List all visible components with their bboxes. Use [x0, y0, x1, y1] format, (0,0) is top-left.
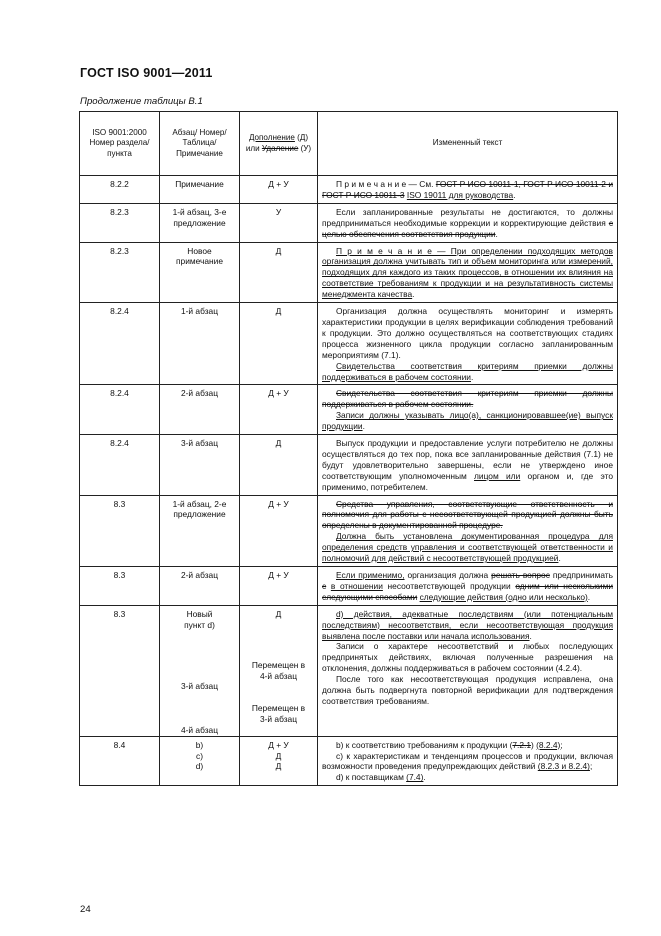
- clause-cell: 8.2.4: [80, 435, 160, 496]
- clause-cell: 8.3: [80, 495, 160, 566]
- changed-text-cell: Если запланированные результаты не достигаются, то должны предприниматься необходимые коррекции и корректирующие действия с целью обеспечения соответствия продукции.: [318, 203, 618, 242]
- changed-text-cell: b) к соответствию требованиям к продукции (7.2.1) (8.2.4); c) к характеристикам и тенденциям процессов и продукции, включая возможности проведения предупреждающих действий (8.2.3 и 8.2.4); d) к поставщикам (7.4).: [318, 736, 618, 786]
- table-row: [80, 242, 618, 303]
- changed-text-cell: Средства управления, соответствующие ответственность и полномочия для работы с несоответствующей продукцией должны быть определены в документированной процедуре. Должна быть установлена документированная процедура для определения средств управления и соответствующей ответственности и полномочий для действий с несоответствующей продукцией.: [318, 495, 618, 566]
- col-header-changed-text: Измененный текст: [318, 112, 618, 176]
- change-type-cell: Д + У: [240, 567, 318, 606]
- table-row: [80, 203, 618, 242]
- changed-text-cell: Если применимо, организация должна решать вопрос предпринимать с в отношении несоответствующей продукции одним или несколькими следующими способами следующие действия (одно или несколько).: [318, 567, 618, 606]
- paragraph-cell: b) c) d): [160, 736, 240, 786]
- clause-cell: 8.2.2: [80, 176, 160, 204]
- change-type-cell: Д + У Д Д: [240, 736, 318, 786]
- page-number: 24: [80, 904, 91, 915]
- table-continuation-caption: Продолжение таблицы В.1: [80, 96, 203, 107]
- document-title: ГОСТ ISO 9001—2011: [80, 66, 213, 80]
- change-type-cell: Д: [240, 242, 318, 303]
- col-header-paragraph: Абзац/ Номер/ Таблица/ Примечание: [160, 112, 240, 176]
- col-header-change-type: Дополнение (Д) или Удаление (У): [240, 112, 318, 176]
- changed-text-cell: П р и м е ч а н и е — При определении подходящих методов организация должна учитывать тип и объем мониторинга или измерений, подходящих для каждого из таких процессов, в отношении их влияния на соответствие требованиям к продукции и на результативность системы менеджмента качества.: [318, 242, 618, 303]
- change-type-cell: Д: [240, 303, 318, 385]
- changed-text-cell: d) действия, адекватные последствиям (или потенциальным последствиям) несоответствия, если несоответствующая продукция выявлена после поставки или начала использования. Записи о характере несоответствий и любых последующих предпринятых действиях, включая полученные разрешения на отклонения, должны поддерживаться в рабочем состоянии (4.2.4). После того как несоответствующая продукция исправлена, она должна быть подвергнута повторной верификации для подтверждения соответствия требованиям.: [318, 605, 618, 736]
- paragraph-cell: Новый пункт d) 3-й абзац 4-й абзац: [160, 605, 240, 736]
- clause-cell: 8.3: [80, 567, 160, 606]
- change-type-cell: Д + У: [240, 495, 318, 566]
- changed-text-cell: Организация должна осуществлять мониторинг и измерять характеристики продукции в целях верификации соблюдения требований к продукции. Это должно осуществляться на соответствующих стадиях процесса жизненного цикла продукции согласно запланированным мероприятиям (7.1). Свидетельства соответствия критериям приемки должны поддерживаться в рабочем состоянии.: [318, 303, 618, 385]
- paragraph-cell: 3-й абзац: [160, 435, 240, 496]
- paragraph-cell: 1-й абзац, 2-е предложение: [160, 495, 240, 566]
- changed-text-cell: П р и м е ч а н и е — См. ГОСТ Р ИСО 10011-1, ГОСТ Р ИСО 10011-2 и ГОСТ Р ИСО 10011-3 ISO 19011 для руководства.: [318, 176, 618, 204]
- clause-cell: 8.2.3: [80, 203, 160, 242]
- change-type-cell: Д + У: [240, 176, 318, 204]
- changed-text-cell: Свидетельства соответствия критериям приемки должны поддерживаться в рабочем состоянии. Записи должны указывать лицо(а), санкционировавшее(ие) выпуск продукции.: [318, 385, 618, 435]
- table-row: [80, 605, 618, 736]
- paragraph-cell: 2-й абзац: [160, 385, 240, 435]
- change-type-cell: Д + У: [240, 385, 318, 435]
- table-row: [80, 385, 618, 435]
- changes-table: [79, 111, 618, 786]
- clause-cell: 8.3: [80, 605, 160, 736]
- table-row: [80, 303, 618, 385]
- table-header-row: [80, 112, 618, 176]
- clause-cell: 8.2.4: [80, 303, 160, 385]
- table-row: [80, 176, 618, 204]
- paragraph-cell: Новое примечание: [160, 242, 240, 303]
- col-header-clause: ISO 9001:2000 Номер раздела/ пункта: [80, 112, 160, 176]
- clause-cell: 8.4: [80, 736, 160, 786]
- change-type-cell: Д Перемещен в 4-й абзац Перемещен в 3-й абзац: [240, 605, 318, 736]
- paragraph-cell: 1-й абзац: [160, 303, 240, 385]
- changed-text-cell: Выпуск продукции и предоставление услуги потребителю не должны осуществляться до тех пор, пока все запланированные действия (7.1) не будут удовлетворительно завершены, если не утверждено иное соответствующим уполномоченным лицом или органом и, где это применимо, потребителем.: [318, 435, 618, 496]
- change-type-cell: У: [240, 203, 318, 242]
- change-type-cell: Д: [240, 435, 318, 496]
- paragraph-cell: 1-й абзац, 3-е предложение: [160, 203, 240, 242]
- clause-cell: 8.2.4: [80, 385, 160, 435]
- paragraph-cell: Примечание: [160, 176, 240, 204]
- table-row: [80, 435, 618, 496]
- table-row: [80, 567, 618, 606]
- table-row: [80, 736, 618, 786]
- paragraph-cell: 2-й абзац: [160, 567, 240, 606]
- table-row: [80, 495, 618, 566]
- clause-cell: 8.2.3: [80, 242, 160, 303]
